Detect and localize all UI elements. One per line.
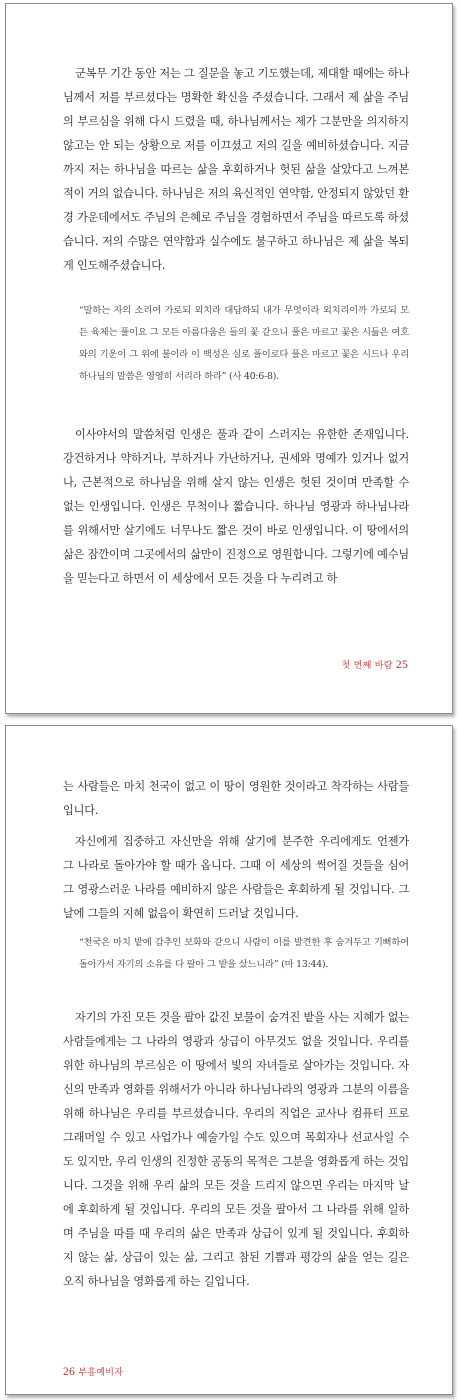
body-paragraph: 자기의 가진 모든 것을 팔아 값진 보물이 숨겨진 밭을 사는 지혜가 없는 사람들에게는 그 나라의 영광과 상급이 아무것도 없을 것입니다. 우리를 위한 하나님의 부르심은 이 땅에서 빛의 자녀들로 살아가는 것입니다. 자신의 만족과 영화를 위해서가 아니라 하나님나라의 영광과 그분의 이름을 위해 하나님은 우리를 부르셨습니다. 우리의 직업은 교사나 컴퓨터 프로그래머일 수 있고 사업가나 예술가일 수도 있으며 목회자나 선교사일 수도 있지만, 우리 인생의 진정한 공동의 목적은 그분을 영화롭게 하는 것입니다. 그것을 위해 우리 삶의 모든 것을 드리지 않으면 우리는 마지막 날에 후회하게 될 것입니다. 우리의 모든 것을 팔아서 그 나라를 위해 일하며 주님을 따를 때 우리의 삶은 만족과 상급이 있게 될 것입니다. 후회하지 않는 삶, 상급이 있는 삶, 그리고 참된 기쁨과 평강의 삶을 얻는 길은 오직 하나님을 영화롭게 하는 길입니다. [63,1011,409,1288]
page-footer [63,1365,123,1378]
page-number: 26 [63,1366,76,1378]
body-paragraph: 이사야서의 말씀처럼 인생은 풀과 같이 스러지는 유한한 존재입니다. 강건하거나 약하거나, 부하거나 가난하거나, 권세와 명예가 있거나 없거나, 근본적으로 하나님을 위해 살지 않는 인생은 헛된 것이며 만족할 수 없는 인생입니다. 인생은 무척이나 짧습니다. 하나님 영광과 하나님나라를 위해서만 살기에도 너무나도 짧은 것이 바로 인생입니다. 이 땅에서의 삶은 잠깐이며 그곳에서의 삶만이 진정으로 영원합니다. 그렇기에 예수님을 믿는다고 하면서 이 세상에서 모든 것을 다 누리려고 하 [63,428,409,585]
page-footer [341,658,408,671]
running-title: 첫 번째 바람 [341,661,393,671]
book-page-26 [5,725,453,1395]
book-page-25 [5,3,453,714]
scripture-quote: “천국은 마치 밭에 감추인 보화와 같으니 사람이 이를 발견한 후 숨겨두고 기뻐하여 돌아가서 자기의 소유를 다 팔아 그 밭을 샀느니라” (마 13:44). [79,937,409,970]
page-number: 25 [395,659,408,671]
body-paragraph: 자신에게 집중하고 자신만을 위해 살기에 분주한 우리에게도 언젠가 그 나라로 돌아가야 할 때가 옵니다. 그때 이 세상의 썩어질 것들을 심어 그 영광스러운 나라를 예비하지 않은 사람들은 후회하게 될 것입니다. 그날에 그들의 지혜 없음이 확연히 드러날 것입니다. [63,835,409,920]
body-paragraph: 는 사람들은 마치 천국이 없고 이 땅이 영원한 것이라고 착각하는 사람들입니다. [63,780,409,817]
scripture-quote: “말하는 자의 소리여 가로되 외치라 대답하되 내가 무엇이라 외치리이까 가로되 모든 육체는 풀이요 그 모든 아름다움은 들의 꽃 같으니 풀은 마르고 꽃은 시듦은 여호와의 기운이 그 위에 불이라 이 백성은 실로 풀이로다 풀은 마르고 꽃은 시드나 우리 하나님의 말씀은 영영히 서리라 하라” (사 40:6-8). [79,305,409,382]
running-title: 부흥예비자 [78,1368,124,1378]
body-paragraph: 군복무 기간 동안 저는 그 질문을 놓고 기도했는데, 제대할 때에는 하나님께서 저를 부르셨다는 명확한 확신을 주셨습니다. 그래서 제 삶을 주님의 부르심을 위해 다시 드렸을 때, 하나님께서는 제가 그분만을 의지하지 않고는 안 되는 상황으로 저를 이끄셨고 저의 길을 예비하셨습니다. 지금까지 저는 하나님을 따르는 삶을 후회하거나 헛된 삶을 살았다고 느껴본 적이 거의 없습니다. 하나님은 저의 육신적인 연약함, 안정되지 않았던 환경 가운데에서도 주님의 은혜로 주님을 경험하면서 주님을 따르도록 하셨습니다. 저의 수많은 연약함과 실수에도 불구하고 하나님은 제 삶을 복되게 인도해주셨습니다. [63,67,409,272]
